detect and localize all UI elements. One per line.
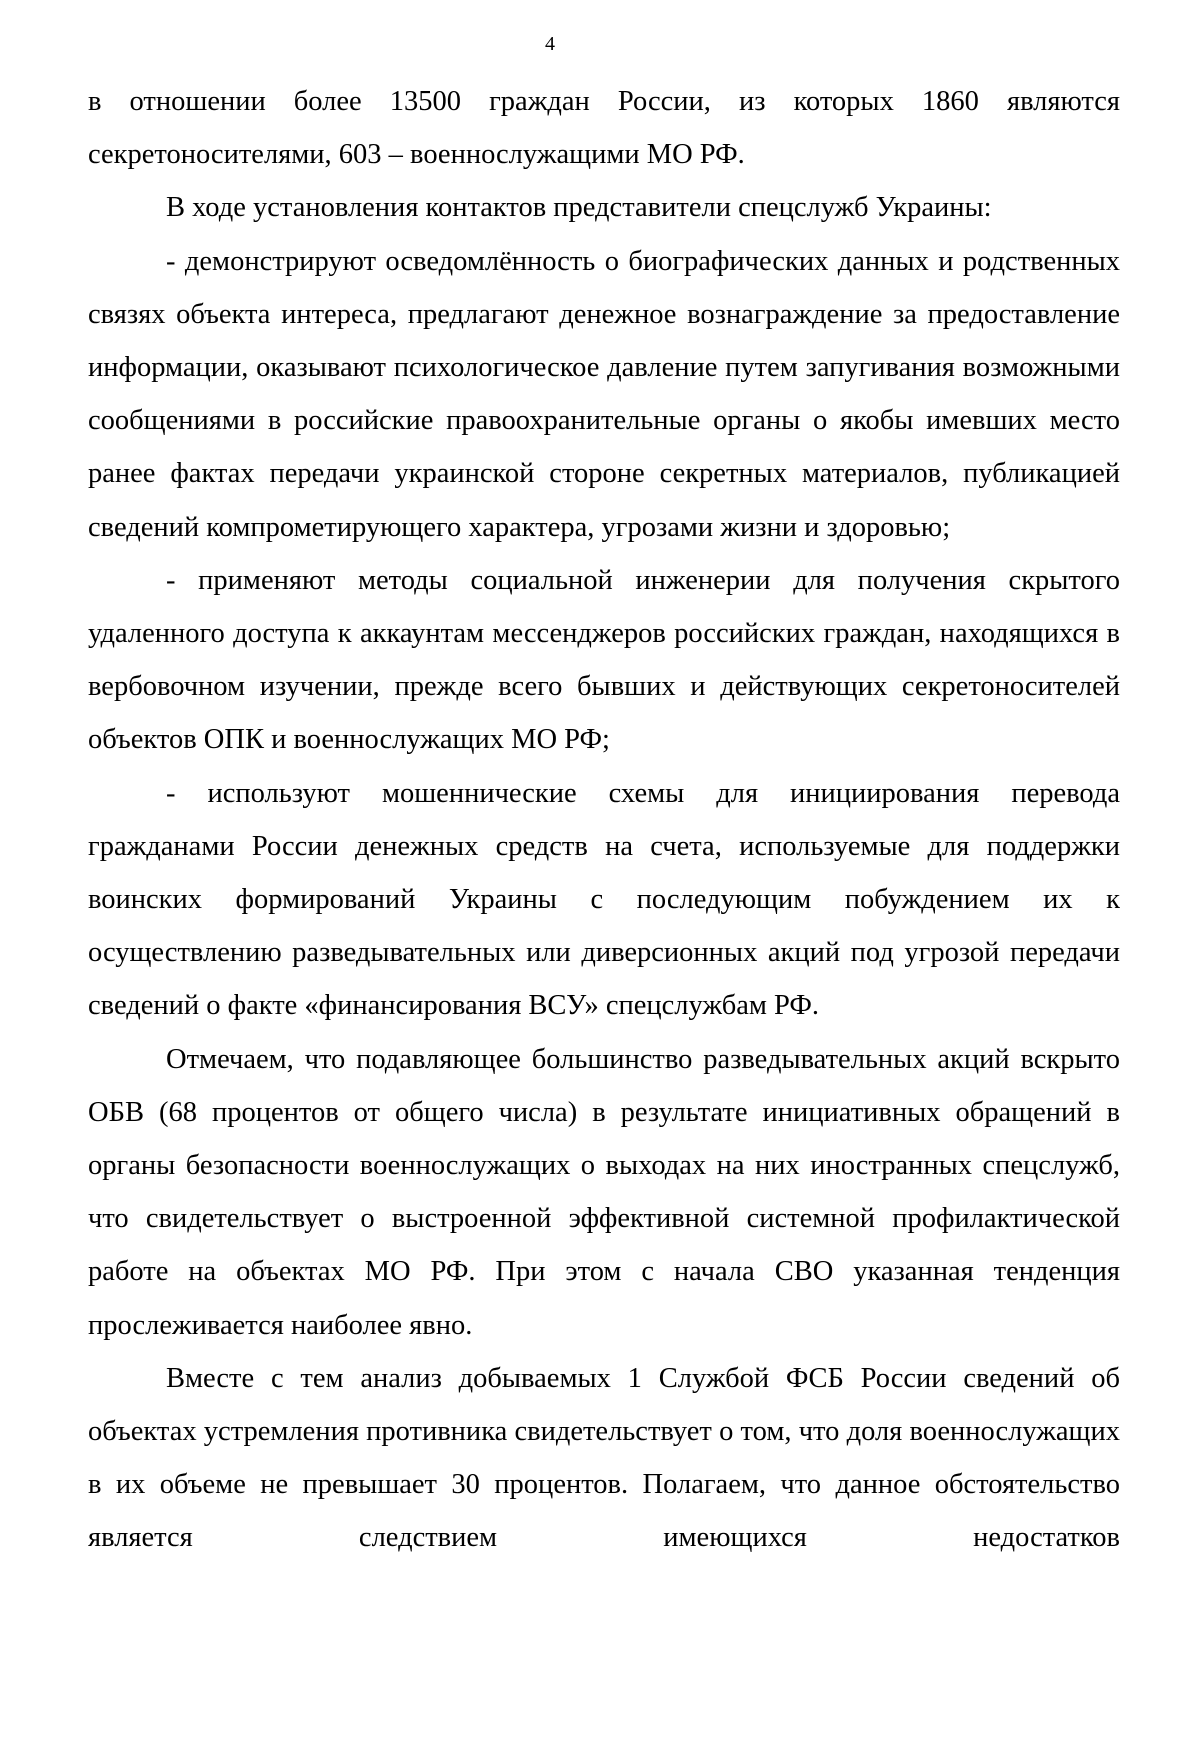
paragraph-obv-statistics: Отмечаем, что подавляющее большинство разведывательных акций вскрыто ОБВ (68 процентов от общего числа) в результате инициативных обращений в органы безопасности военнослужащих о выходах на них иностранных спецслужб, что свидетельствует о выстроенной эффективной системной профилактической работе на объектах МО РФ. При этом с начала СВО указанная тенденция прослеживается наиболее явно. — [88, 1043, 1120, 1341]
paragraph-contacts-intro: В ходе установления контактов представители спецслужб Украины: — [166, 192, 992, 224]
paragraph-continuation: в отношении более 13500 граждан России, из которых 1860 являются секретоносителями, 603 – военнослужащими МО РФ. — [88, 86, 1120, 171]
paragraph-fsb-analysis: Вместе с тем анализ добываемых 1 Службой ФСБ России сведений об объектах устремления противника свидетельствует о том, что доля военнослужащих в их объеме не превышает 30 процентов. Полагаем, что данное обстоятельство является следствием имеющихся недостатков — [88, 1362, 1120, 1554]
page-number: 4 — [545, 33, 555, 55]
document-body — [88, 75, 1120, 1565]
list-item-social-engineering: - применяют методы социальной инженерии для получения скрытого удаленного доступа к аккаунтам мессенджеров российских граждан, находящихся в вербовочном изучении, прежде всего бывших и действующих секретоносителей объектов ОПК и военнослужащих МО РФ; — [88, 564, 1120, 756]
list-item-fraud-schemes: - используют мошеннические схемы для инициирования перевода гражданами России денежных средств на счета, используемые для поддержки воинских формирований Украины с последующим побуждением их к осуществлению разведывательных или диверсионных акций под угрозой передачи сведений о факте «финансирования ВСУ» спецслужбам РФ. — [88, 777, 1120, 1022]
list-item-biographical-data: - демонстрируют осведомлённость о биографических данных и родственных связях объекта интереса, предлагают денежное вознаграждение за предоставление информации, оказывают психологическое давление путем запугивания возможными сообщениями в российские правоохранительные органы о якобы имевших место ранее фактах передачи украинской стороне секретных материалов, публикацией сведений компрометирующего характера, угрозами жизни и здоровью; — [88, 245, 1120, 543]
